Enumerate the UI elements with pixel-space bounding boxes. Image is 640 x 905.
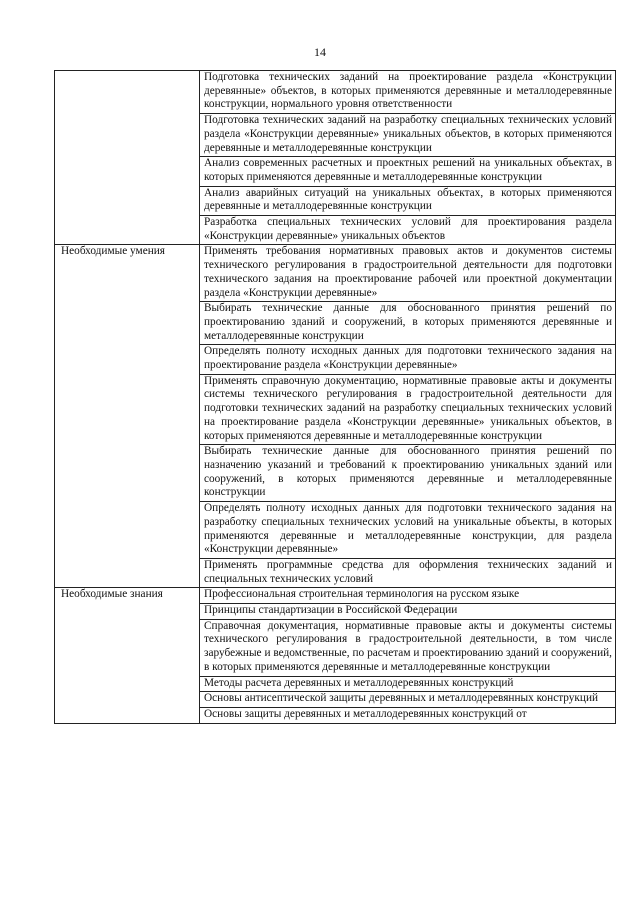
- item-text: Определять полноту исходных данных для подготовки технического задания на разработку специальных технических условий на уникальные объекты, в которых применяются деревянные и металлодеревянные конструкции, для раздела «Конструкции деревянные»: [200, 502, 616, 559]
- item-text: Применять справочную документацию, нормативные правовые акты и документы системы технического регулирования в градостроительной деятельности для подготовки технических заданий на разработку специальных технических условий на проектирование раздела «Конструкции деревянные» уникальных объектов, в которых применяются деревянные и металлодеревянные конструкции: [200, 374, 616, 445]
- item-text: Основы защиты деревянных и металлодеревянных конструкций от: [200, 707, 616, 723]
- section-label: [55, 71, 200, 245]
- item-text: Анализ современных расчетных и проектных решений на уникальных объектах, в которых применяются деревянные и металлодеревянные конструкции: [200, 157, 616, 186]
- competency-table: [54, 70, 616, 724]
- item-text: Принципы стандартизации в Российской Федерации: [200, 604, 616, 620]
- item-text: Подготовка технических заданий на проектирование раздела «Конструкции деревянные» объектов, в которых применяются деревянные и металлодеревянные конструкции, нормального уровня ответственности: [200, 71, 616, 114]
- page-number: 14: [314, 45, 326, 59]
- item-text: Выбирать технические данные для обоснованного принятия решений по назначению указаний и требований к проектированию уникальных зданий или сооружений, в которых применяются деревянные и металлодеревянные конструкции: [200, 445, 616, 502]
- item-text: Профессиональная строительная терминология на русском языке: [200, 588, 616, 604]
- item-text: Анализ аварийных ситуаций на уникальных объектах, в которых применяются деревянные и металлодеревянные конструкции: [200, 186, 616, 215]
- section-label: Необходимые знания: [55, 588, 200, 723]
- item-text: Применять требования нормативных правовых актов и документов системы технического регулирования в градостроительной деятельности для подготовки технического задания на проектирование рабочей или проектной документации раздела «Конструкции деревянные»: [200, 245, 616, 302]
- table-row: [55, 588, 616, 604]
- table-row: [55, 245, 616, 302]
- item-text: Применять программные средства для оформления технических заданий и специальных технических условий: [200, 558, 616, 587]
- table-row: [55, 71, 616, 114]
- item-text: Подготовка технических заданий на разработку специальных технических условий раздела «Конструкции деревянные» уникальных объектов, в которых применяются деревянные и металлодеревянные конструкции: [200, 114, 616, 157]
- item-text: Основы антисептической защиты деревянных и металлодеревянных конструкций: [200, 692, 616, 708]
- item-text: Разработка специальных технических условий для проектирования раздела «Конструкции деревянные» уникальных объектов: [200, 216, 616, 245]
- item-text: Определять полноту исходных данных для подготовки технического задания на проектирование раздела «Конструкции деревянные»: [200, 345, 616, 374]
- item-text: Методы расчета деревянных и металлодеревянных конструкций: [200, 676, 616, 692]
- item-text: Справочная документация, нормативные правовые акты и документы системы технического регулирования в градостроительной деятельности, в том числе зарубежные и ведомственные, по расчетам и проектированию зданий и сооружений, в которых применяются деревянные и металлодеревянные конструкции: [200, 619, 616, 676]
- section-label: Необходимые умения: [55, 245, 200, 588]
- item-text: Выбирать технические данные для обоснованного принятия решений по проектированию зданий и сооружений, в которых применяются деревянные и металлодеревянные конструкции: [200, 302, 616, 345]
- table-body: [55, 71, 616, 724]
